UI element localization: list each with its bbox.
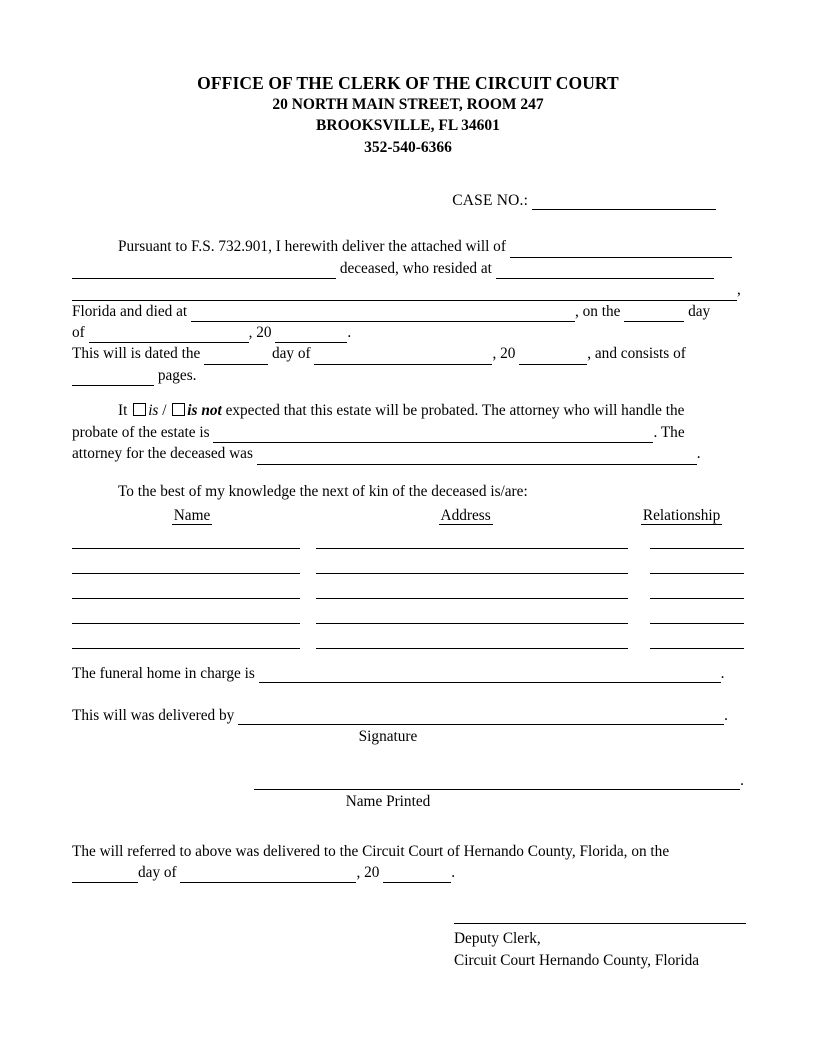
died-at-paragraph-2 — [72, 322, 744, 343]
will-dated-year-input[interactable] — [519, 349, 587, 365]
died-at-label-b: , on the — [574, 302, 621, 320]
kin-name-input[interactable] — [72, 585, 300, 599]
checkbox-is[interactable] — [133, 403, 146, 416]
died-month-input[interactable] — [89, 328, 249, 344]
kin-address-input[interactable] — [316, 535, 628, 549]
spacer — [628, 610, 650, 624]
delivered-by-period: . — [724, 706, 728, 724]
deputy-clerk-label: Deputy Clerk, — [454, 930, 541, 948]
will-of-input[interactable] — [510, 242, 732, 258]
died-at-label-a: Florida and died at — [72, 302, 188, 320]
delivery-paragraph-1 — [72, 236, 744, 257]
case-number-row — [72, 192, 744, 210]
funeral-home-label: The funeral home in charge is — [72, 664, 255, 682]
funeral-home-row — [72, 665, 744, 683]
died-period: . — [347, 324, 352, 342]
header-line-phone: 352-540-6366 — [364, 139, 452, 156]
probate-label-f: . — [696, 445, 701, 463]
will-pages-label: pages. — [157, 366, 197, 384]
spacer — [72, 386, 744, 400]
clerk-receipt-line-2 — [72, 862, 744, 883]
column-header-relationship: Relationship — [642, 506, 721, 524]
document-header — [72, 72, 744, 158]
table-row — [72, 635, 744, 649]
resided-at-input-2[interactable] — [72, 285, 737, 301]
column-header-name: Name — [173, 506, 211, 524]
name-printed-caption: Name Printed — [345, 792, 431, 810]
kin-name-input[interactable] — [72, 610, 300, 624]
clerk-receipt-line-1 — [72, 841, 744, 862]
probate-slash: / — [162, 402, 167, 420]
decedent-name-input[interactable] — [72, 264, 336, 280]
will-dated-label-c: , 20 — [492, 345, 516, 363]
clerk-receipt-day-input[interactable] — [72, 868, 138, 884]
kin-name-input[interactable] — [72, 635, 300, 649]
died-at-input[interactable] — [191, 307, 575, 323]
probate-label-c: probate of the estate is — [72, 423, 210, 441]
kin-address-input[interactable] — [316, 560, 628, 574]
probate-attorney-paragraph — [72, 422, 744, 443]
case-number-input[interactable] — [532, 195, 716, 211]
kin-address-input[interactable] — [316, 635, 628, 649]
probate-label-e: attorney for the deceased was — [72, 445, 253, 463]
will-pages-paragraph — [72, 365, 744, 386]
name-printed-period: . — [740, 771, 744, 789]
resided-at-input[interactable] — [496, 264, 714, 280]
will-dated-label-b: day of — [271, 345, 311, 363]
clerk-receipt-year-input[interactable] — [383, 868, 451, 884]
delivery-text-a: Pursuant to F.S. 732.901, I herewith deliver the attached will of — [118, 238, 506, 256]
kin-relationship-input[interactable] — [650, 585, 744, 599]
kin-address-input[interactable] — [316, 610, 628, 624]
spacer — [628, 585, 650, 599]
funeral-home-input[interactable] — [259, 667, 721, 683]
spacer — [628, 560, 650, 574]
spacer — [300, 535, 316, 549]
next-of-kin-intro-text: To the best of my knowledge the next of kin of the deceased is/are: — [118, 482, 528, 500]
deceased-attorney-input[interactable] — [257, 449, 697, 465]
kin-relationship-input[interactable] — [650, 560, 744, 574]
probate-attorney-input[interactable] — [213, 428, 653, 444]
will-dated-label-d: , and consists of — [587, 345, 686, 363]
kin-address-input[interactable] — [316, 585, 628, 599]
deceased-attorney-paragraph — [72, 443, 744, 464]
spacer — [300, 560, 316, 574]
died-at-label-c: day — [688, 302, 711, 320]
kin-relationship-input[interactable] — [650, 610, 744, 624]
probate-label-d: . The — [653, 423, 685, 441]
died-of-label: of — [72, 324, 85, 342]
probate-is-not-label: is not — [187, 402, 222, 420]
column-header-address-wrap — [312, 507, 619, 525]
spacer — [300, 610, 316, 624]
kin-relationship-input[interactable] — [650, 635, 744, 649]
header-line-office: OFFICE OF THE CLERK OF THE CIRCUIT COURT — [197, 73, 619, 93]
delivered-by-row — [72, 707, 744, 725]
kin-name-input[interactable] — [72, 535, 300, 549]
will-pages-input[interactable] — [72, 371, 154, 387]
died-day-input[interactable] — [624, 307, 684, 323]
funeral-home-period: . — [720, 664, 725, 682]
deputy-clerk-block — [72, 923, 744, 971]
table-row — [72, 585, 744, 599]
table-row — [72, 535, 744, 549]
column-header-name-wrap — [72, 507, 312, 525]
clerk-receipt-paragraph — [72, 841, 744, 884]
table-row — [72, 610, 744, 624]
clerk-receipt-period: . — [451, 863, 456, 881]
next-of-kin-column-headers — [72, 507, 744, 525]
name-printed-input[interactable] — [254, 774, 740, 790]
clerk-receipt-text-a: The will referred to above was delivered to the Circuit Court of Hernando County, Florida, on the — [72, 842, 670, 860]
kin-relationship-input[interactable] — [650, 535, 744, 549]
delivery-paragraph-1b — [72, 258, 744, 279]
delivery-text-c: , — [737, 281, 741, 299]
will-dated-month-input[interactable] — [314, 349, 492, 365]
clerk-receipt-month-input[interactable] — [180, 868, 356, 884]
column-header-address: Address — [440, 506, 491, 524]
delivered-by-label: This will was delivered by — [72, 706, 235, 724]
checkbox-is-not[interactable] — [172, 403, 185, 416]
signature-caption: Signature — [358, 727, 418, 745]
will-dated-label-a: This will is dated the — [72, 345, 201, 363]
probate-is-label: is — [148, 402, 159, 420]
next-of-kin-intro — [72, 483, 744, 501]
next-of-kin-rows — [72, 535, 744, 649]
header-line-city: BROOKSVILLE, FL 34601 — [316, 116, 500, 134]
delivery-paragraph-1c — [72, 279, 744, 300]
delivered-by-signature-input[interactable] — [238, 709, 724, 725]
spacer — [300, 585, 316, 599]
probate-label-a: It — [118, 402, 128, 420]
header-line-street: 20 NORTH MAIN STREET, ROOM 247 — [272, 96, 544, 114]
delivery-text-b: deceased, who resided at — [339, 259, 492, 277]
spacer — [628, 535, 650, 549]
probate-label-b: expected that this estate will be probated. The attorney who will handle the — [225, 402, 685, 420]
clerk-receipt-text-c: , 20 — [356, 863, 380, 881]
kin-name-input[interactable] — [72, 560, 300, 574]
column-header-relationship-wrap — [619, 507, 744, 525]
will-dated-paragraph — [72, 343, 744, 364]
deputy-clerk-court-label: Circuit Court Hernando County, Florida — [454, 951, 700, 969]
died-year-label: , 20 — [248, 324, 272, 342]
deputy-clerk-signature-line[interactable] — [454, 923, 746, 924]
died-at-paragraph — [72, 301, 744, 322]
case-number-label: CASE NO.: — [452, 192, 529, 210]
clerk-receipt-text-b: day of — [138, 863, 177, 881]
delivery-statement — [72, 236, 744, 464]
name-printed-row — [72, 772, 744, 790]
spacer — [628, 635, 650, 649]
died-year-input[interactable] — [275, 328, 347, 344]
table-row — [72, 560, 744, 574]
probate-paragraph — [72, 400, 744, 421]
will-dated-day-input[interactable] — [204, 349, 268, 365]
spacer — [300, 635, 316, 649]
